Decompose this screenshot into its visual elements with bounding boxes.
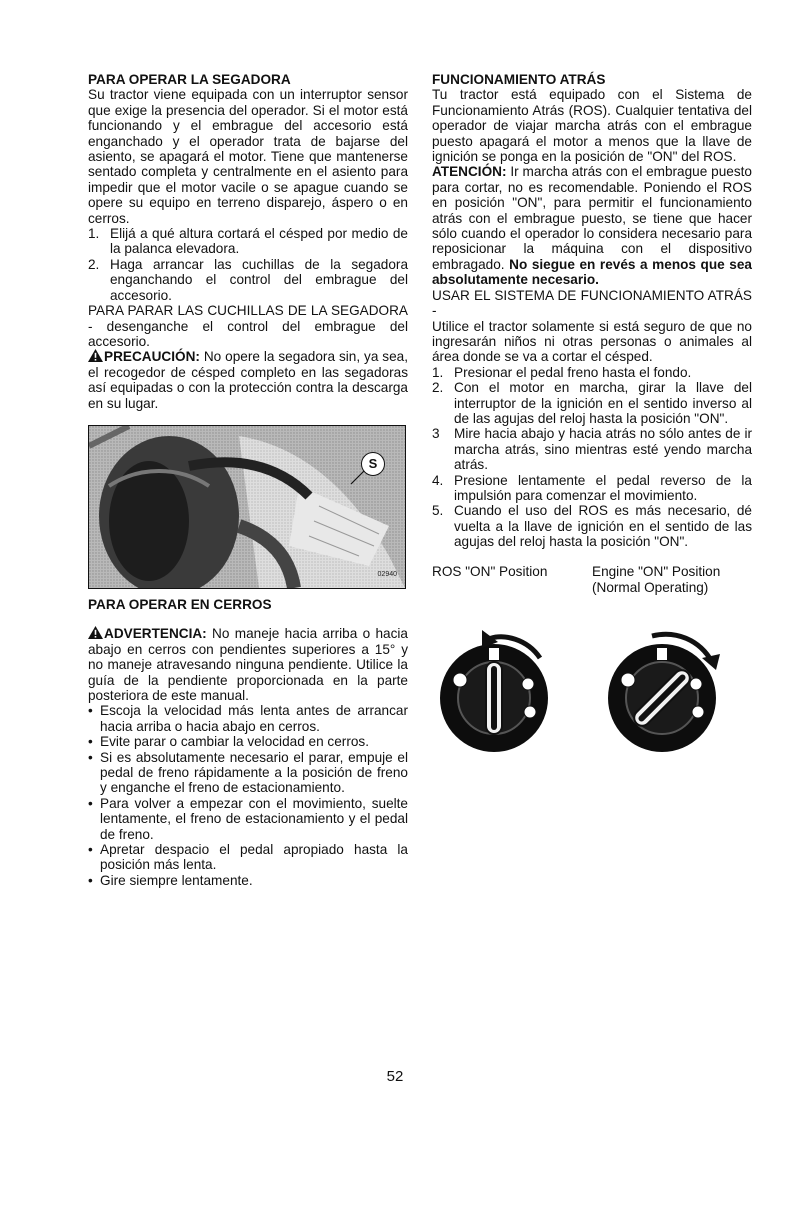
list-item: [88, 703, 408, 734]
step-number: 1.: [432, 364, 444, 380]
list-item: [88, 750, 408, 796]
step-number: 2.: [432, 380, 444, 396]
attention-label: ATENCIÓN:: [432, 164, 507, 180]
bullet-dot: •: [88, 749, 93, 765]
bullet-text: Escoja la velocidad más lenta antes de arrancar hacia arriba o hacia abajo en cerros.: [100, 703, 408, 734]
paragraph-ros-intro: Tu tractor está equipado con el Sistema de Funcionamiento Atrás (ROS). Cualquier tentativa del operador de viajar marcha atrás con el embrague puesto apagará el motor a menos que la llave de ignición se ponga en la posición de "ON" del ROS.: [432, 87, 752, 165]
callout-s-marker: S: [361, 452, 385, 476]
ignition-switch-ros-icon: [432, 606, 592, 766]
step-text: Con el motor en marcha, girar la llave del interruptor de la ignición en el sentido inverso al de las agujas del reloj hasta la posición "ON".: [454, 380, 752, 426]
page-number: 52: [386, 1068, 404, 1085]
step-number: 3: [432, 426, 440, 442]
attention-bold-text: No siegue en revés a menos que sea absolutamente necesario.: [432, 256, 752, 288]
list-item: [88, 796, 408, 842]
list-item: [432, 503, 752, 549]
bullet-text: Para volver a empezar con el movimiento, suelte lentamente, el freno de estacionamiento y el pedal de freno.: [100, 795, 408, 842]
ignition-switch-engine-icon: [592, 606, 752, 766]
heading-reverse-operation: FUNCIONAMIENTO ATRÁS: [432, 72, 606, 87]
warning-triangle-icon: [88, 626, 103, 639]
paragraph-operator-sensor: Su tractor viene equipada con un interruptor sensor que exige la presencia del operador. Si el motor está funcionando y el embrague del accesorio está enganchado y el operador trata de bajarse del asiento, se apagará el motor. Tiene que mantenerse sentado completa y centralmente en el asiento para impedir que el motor vacile o se apague cuando se opere su equipo en terreno disparejo, áspero o en cerros.: [88, 87, 408, 226]
bullet-dot: •: [88, 795, 93, 811]
list-item: [88, 734, 408, 749]
bullet-dot: •: [88, 872, 93, 888]
step-text: Presione lentamente el pedal reverso de la impulsión para comenzar el movimiento.: [454, 472, 752, 503]
step-text: Haga arrancar las cuchillas de la segadora enganchando el control del embrague del accesorio.: [110, 256, 408, 303]
step-text: Mire hacia abajo y hacia atrás no sólo antes de ir marcha atrás, sino mientras esté yendo marcha atrás.: [454, 426, 752, 473]
bullet-dot: •: [88, 734, 93, 750]
bullet-text: Gire siempre lentamente.: [100, 872, 253, 888]
mower-deck-illustration: [89, 426, 405, 588]
paragraph-stop-blades: PARA PARAR LAS CUCHILLAS DE LA SEGADORA - desenganche el control del embrague del accesorio.: [88, 303, 408, 349]
heading-operate-hills: PARA OPERAR EN CERROS: [88, 596, 272, 612]
list-item: [432, 426, 752, 472]
list-item: [88, 842, 408, 873]
engine-on-key-diagram: [592, 606, 752, 766]
warning-label: ADVERTENCIA:: [104, 626, 207, 642]
ros-on-key-diagram: [432, 606, 592, 766]
list-item: [432, 365, 752, 380]
caution-label: PRECAUCIÓN:: [104, 349, 200, 365]
step-text: Presionar el pedal freno hasta el fondo.: [454, 364, 692, 380]
warning-paragraph: [88, 626, 408, 703]
warning-text: No maneje hacia arriba o hacia abajo en cerros con pendientes superiores a 15° y no maneje atravesando ninguna pendiente. Utilice la guía de la pendiente proporcionada en la parte posteriora de este manual.: [88, 626, 408, 703]
mower-steps-list: [88, 226, 408, 303]
list-item: [88, 257, 408, 303]
step-text: Elijá a qué altura cortará el césped por medio de la palanca elevadora.: [110, 226, 408, 257]
warning-triangle-icon: [88, 349, 103, 362]
step-number: 4.: [432, 472, 444, 488]
heading-operate-mower: PARA OPERAR LA SEGADORA: [88, 72, 291, 87]
right-column: [432, 72, 752, 766]
mower-deck-figure: [88, 425, 406, 589]
bullet-dot: •: [88, 842, 93, 858]
ignition-key-diagrams: [432, 606, 752, 766]
ros-steps-list: [432, 365, 752, 550]
hill-safety-bullets: [88, 703, 408, 888]
step-text: Cuando el uso del ROS es más necesario, dé vuelta a la llave de ignición en el sentido de las agujas del reloj hasta la posición "ON".: [454, 503, 752, 550]
paragraph-use-ros-heading: USAR EL SISTEMA DE FUNCIONAMIENTO ATRÁS -: [432, 287, 752, 319]
list-item: [432, 473, 752, 504]
left-column: [88, 72, 408, 888]
paragraph-use-ros: Utilice el tractor solamente si está seguro de que no ingresarán niños ni otras personas o animales al área donde se va a cortar el césped.: [432, 318, 752, 365]
caution-text: No opere la segadora sin, ya sea, el recogedor de césped completo en las segadoras así equipadas o con la protección contra la descarga en su lugar.: [88, 349, 408, 411]
caption-engine-on: Engine "ON" Position (Normal Operating): [592, 563, 721, 595]
attention-paragraph: [432, 164, 752, 287]
bullet-text: Apretar despacio el pedal apropiado hasta la posición más lenta.: [100, 842, 408, 873]
list-item: [88, 873, 408, 888]
key-position-captions: [432, 564, 752, 596]
caution-paragraph: [88, 349, 408, 411]
attention-text: Ir marcha atrás con el embrague puesto para cortar, no es recomendable. Poniendo el ROS en posición "ON", para permitir el funcionamiento atrás con el embrague puesto, se tiene que hacer sólo cuando el operador lo considera necesario para reposicionar la máquina con el dispositivo embragado.: [432, 164, 752, 272]
figure-code: 02940: [377, 570, 397, 578]
bullet-text: Evite parar o cambiar la velocidad en cerros.: [100, 734, 369, 750]
bullet-text: Si es absolutamente necesario el parar, empuje el pedal de freno rápidamente a la posición de freno y enganche el freno de estacionamiento.: [100, 749, 408, 796]
step-number: 5.: [432, 503, 444, 519]
bullet-dot: •: [88, 703, 93, 719]
step-number: 1.: [88, 226, 100, 242]
step-number: 2.: [88, 256, 100, 272]
caption-ros-on: ROS "ON" Position: [432, 563, 548, 579]
list-item: [432, 380, 752, 426]
list-item: [88, 226, 408, 257]
